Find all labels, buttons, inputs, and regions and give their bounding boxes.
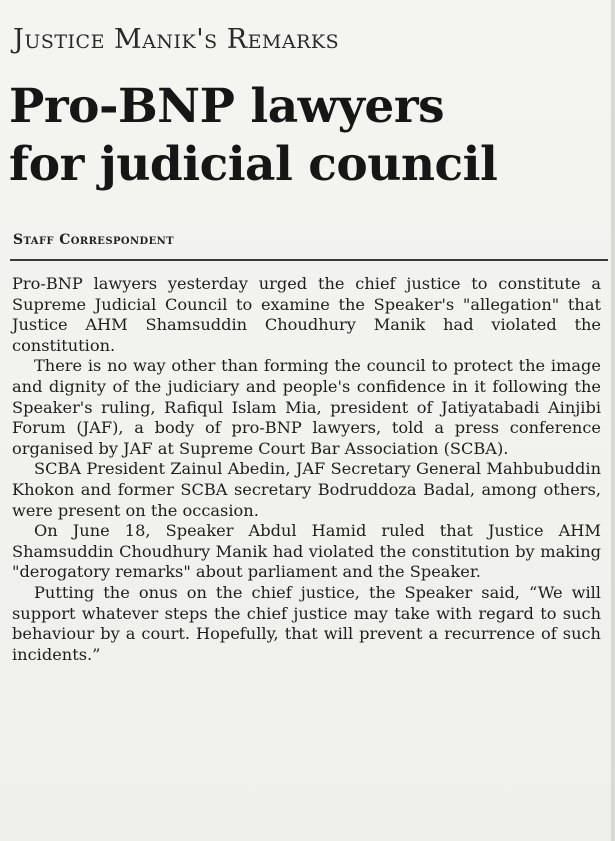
clipping-edge: [611, 0, 615, 841]
article-headline: [9, 78, 609, 194]
byline-divider: [10, 259, 608, 261]
paragraph: Pro-BNP lawyers yesterday urged the chief justice to constitute a Supreme Judicial Council to examine the Speaker's "allegation" that Justice AHM Shamsuddin Choudhury Manik had violated the constitution.: [12, 274, 601, 355]
paragraph: There is no way other than forming the council to protect the image and dignity of the judiciary and people's confidence in it following the Speaker's ruling, Rafiqul Islam Mia, president of Jatiyatabadi Ainjibi Forum (JAF), a body of pro-BNP lawyers, told a press conference organised by JAF at Supreme Court Bar Association (SCBA).: [12, 356, 601, 458]
headline-line-1: Pro-BNP lawyers: [9, 79, 445, 134]
paragraph: On June 18, Speaker Abdul Hamid ruled that Justice AHM Shamsuddin Choudhury Manik had violated the constitution by making "derogatory remarks" about parliament and the Speaker.: [12, 521, 601, 582]
byline: Staff Correspondent: [13, 232, 175, 248]
article-body: [12, 274, 601, 665]
paragraph: SCBA President Zainul Abedin, JAF Secretary General Mahbubuddin Khokon and former SCBA secretary Bodruddoza Badal, among others, were present on the occasion.: [12, 459, 601, 520]
headline-line-2: for judicial council: [9, 137, 498, 192]
article-kicker: Justice Manik's Remarks: [13, 24, 340, 55]
paragraph: Putting the onus on the chief justice, the Speaker said, “We will support whatever steps the chief justice may take with regard to such behaviour by a court. Hopefully, that will prevent a recurrence of such incidents.”: [12, 582, 601, 664]
